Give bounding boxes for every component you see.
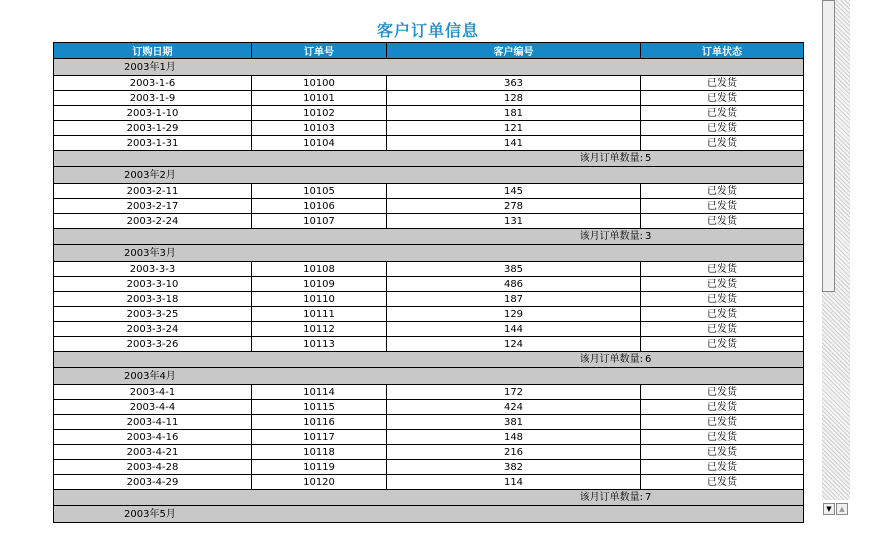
cell-customer-number: 363: [387, 76, 641, 91]
cell-order-date: 2003-1-10: [54, 106, 252, 121]
table-row: [54, 277, 804, 292]
group-order-count: [54, 352, 804, 368]
group-month-label: 2003年1月: [54, 59, 804, 76]
table-row: [54, 214, 804, 229]
cell-order-number: 10107: [252, 214, 387, 229]
table-row: [54, 91, 804, 106]
cell-order-number: 10108: [252, 262, 387, 277]
cell-order-status: 已发货: [641, 430, 804, 445]
cell-order-status: 已发货: [641, 337, 804, 352]
cell-customer-number: 144: [387, 322, 641, 337]
cell-order-date: 2003-3-18: [54, 292, 252, 307]
cell-order-date: 2003-1-29: [54, 121, 252, 136]
table-row: [54, 106, 804, 121]
table-row: [54, 136, 804, 151]
vertical-scrollbar-thumb[interactable]: [822, 0, 835, 292]
cell-order-status: 已发货: [641, 292, 804, 307]
group-footer-row: [54, 352, 804, 368]
group-month-label: 2003年3月: [54, 245, 804, 262]
group-header-row: [54, 506, 804, 523]
cell-order-number: 10101: [252, 91, 387, 106]
cell-order-number: 10100: [252, 76, 387, 91]
group-order-count: [54, 151, 804, 167]
cell-order-number: 10105: [252, 184, 387, 199]
cell-customer-number: 124: [387, 337, 641, 352]
cell-order-status: 已发货: [641, 214, 804, 229]
cell-order-date: 2003-1-6: [54, 76, 252, 91]
cell-customer-number: 129: [387, 307, 641, 322]
cell-customer-number: 114: [387, 475, 641, 490]
cell-customer-number: 385: [387, 262, 641, 277]
cell-customer-number: 141: [387, 136, 641, 151]
group-month-label: 2003年4月: [54, 368, 804, 385]
cell-order-date: 2003-3-10: [54, 277, 252, 292]
group-footer-row: [54, 229, 804, 245]
cell-customer-number: 382: [387, 460, 641, 475]
cell-customer-number: 424: [387, 400, 641, 415]
order-count-value: 6: [645, 354, 652, 365]
cell-order-status: 已发货: [641, 121, 804, 136]
cell-order-date: 2003-4-16: [54, 430, 252, 445]
order-count-label: 该月订单数量:: [579, 354, 643, 365]
cell-customer-number: 148: [387, 430, 641, 445]
cell-order-date: 2003-3-26: [54, 337, 252, 352]
table-row: [54, 475, 804, 490]
cell-order-status: 已发货: [641, 184, 804, 199]
order-count-label: 该月订单数量:: [579, 231, 643, 242]
cell-order-date: 2003-3-3: [54, 262, 252, 277]
cell-order-number: 10106: [252, 199, 387, 214]
cell-order-date: 2003-4-29: [54, 475, 252, 490]
order-count-label: 该月订单数量:: [579, 492, 643, 503]
cell-order-status: 已发货: [641, 400, 804, 415]
table-row: [54, 199, 804, 214]
scroll-down-button[interactable]: [823, 503, 835, 515]
cell-order-number: 10109: [252, 277, 387, 292]
cell-order-date: 2003-4-28: [54, 460, 252, 475]
cell-order-status: 已发货: [641, 277, 804, 292]
table-header-row: [54, 43, 804, 59]
cell-order-date: 2003-4-1: [54, 385, 252, 400]
order-count-label: 该月订单数量:: [579, 153, 643, 164]
cell-customer-number: 172: [387, 385, 641, 400]
cell-order-status: 已发货: [641, 76, 804, 91]
cell-customer-number: 131: [387, 214, 641, 229]
cell-order-number: 10110: [252, 292, 387, 307]
orders-table: [53, 42, 804, 523]
group-month-label: 2003年2月: [54, 167, 804, 184]
cell-order-number: 10112: [252, 322, 387, 337]
cell-order-number: 10120: [252, 475, 387, 490]
cell-order-number: 10102: [252, 106, 387, 121]
group-footer-row: [54, 490, 804, 506]
cell-customer-number: 486: [387, 277, 641, 292]
chevron-up-icon: ▲: [839, 505, 845, 513]
cell-order-date: 2003-3-25: [54, 307, 252, 322]
cell-order-status: 已发货: [641, 415, 804, 430]
chevron-down-icon: ▼: [826, 505, 832, 513]
cell-order-status: 已发货: [641, 199, 804, 214]
cell-order-status: 已发货: [641, 91, 804, 106]
cell-order-number: 10116: [252, 415, 387, 430]
group-order-count: [54, 229, 804, 245]
table-row: [54, 76, 804, 91]
order-count-value: 7: [645, 492, 652, 503]
cell-order-status: 已发货: [641, 385, 804, 400]
cell-order-status: 已发货: [641, 445, 804, 460]
cell-order-number: 10115: [252, 400, 387, 415]
cell-order-number: 10104: [252, 136, 387, 151]
cell-order-status: 已发货: [641, 307, 804, 322]
cell-customer-number: 128: [387, 91, 641, 106]
table-row: [54, 184, 804, 199]
cell-customer-number: 216: [387, 445, 641, 460]
cell-order-number: 10113: [252, 337, 387, 352]
cell-customer-number: 381: [387, 415, 641, 430]
cell-order-number: 10118: [252, 445, 387, 460]
group-month-label: 2003年5月: [54, 506, 804, 523]
cell-order-number: 10114: [252, 385, 387, 400]
cell-order-date: 2003-2-11: [54, 184, 252, 199]
cell-order-date: 2003-4-11: [54, 415, 252, 430]
table-row: [54, 385, 804, 400]
cell-customer-number: 121: [387, 121, 641, 136]
order-count-value: 3: [645, 231, 652, 242]
cell-order-status: 已发货: [641, 475, 804, 490]
cell-customer-number: 181: [387, 106, 641, 121]
cell-order-status: 已发货: [641, 136, 804, 151]
cell-customer-number: 278: [387, 199, 641, 214]
report-title: 客户订单信息: [376, 21, 479, 40]
cell-order-number: 10117: [252, 430, 387, 445]
column-header-customer-number: 客户编号: [387, 43, 641, 59]
group-header-row: [54, 368, 804, 385]
column-header-order-date: 订购日期: [54, 43, 252, 59]
table-row: [54, 322, 804, 337]
group-header-row: [54, 167, 804, 184]
cell-order-status: 已发货: [641, 262, 804, 277]
table-row: [54, 262, 804, 277]
table-row: [54, 460, 804, 475]
scroll-up-button[interactable]: [836, 503, 848, 515]
table-row: [54, 292, 804, 307]
group-footer-row: [54, 151, 804, 167]
cell-order-status: 已发货: [641, 322, 804, 337]
cell-order-date: 2003-3-24: [54, 322, 252, 337]
cell-order-number: 10119: [252, 460, 387, 475]
table-row: [54, 337, 804, 352]
cell-order-status: 已发货: [641, 460, 804, 475]
column-header-order-number: 订单号: [252, 43, 387, 59]
cell-order-number: 10103: [252, 121, 387, 136]
group-header-row: [54, 59, 804, 76]
table-row: [54, 415, 804, 430]
group-order-count: [54, 490, 804, 506]
column-header-order-status: 订单状态: [641, 43, 804, 59]
order-count-value: 5: [645, 153, 652, 164]
cell-order-status: 已发货: [641, 106, 804, 121]
cell-customer-number: 145: [387, 184, 641, 199]
cell-order-date: 2003-2-24: [54, 214, 252, 229]
table-row: [54, 400, 804, 415]
table-row: [54, 121, 804, 136]
cell-order-date: 2003-2-17: [54, 199, 252, 214]
table-row: [54, 307, 804, 322]
cell-order-date: 2003-1-9: [54, 91, 252, 106]
group-header-row: [54, 245, 804, 262]
orders-body: [54, 59, 804, 523]
cell-order-date: 2003-4-21: [54, 445, 252, 460]
table-row: [54, 430, 804, 445]
cell-customer-number: 187: [387, 292, 641, 307]
cell-order-date: 2003-4-4: [54, 400, 252, 415]
cell-order-date: 2003-1-31: [54, 136, 252, 151]
table-row: [54, 445, 804, 460]
cell-order-number: 10111: [252, 307, 387, 322]
